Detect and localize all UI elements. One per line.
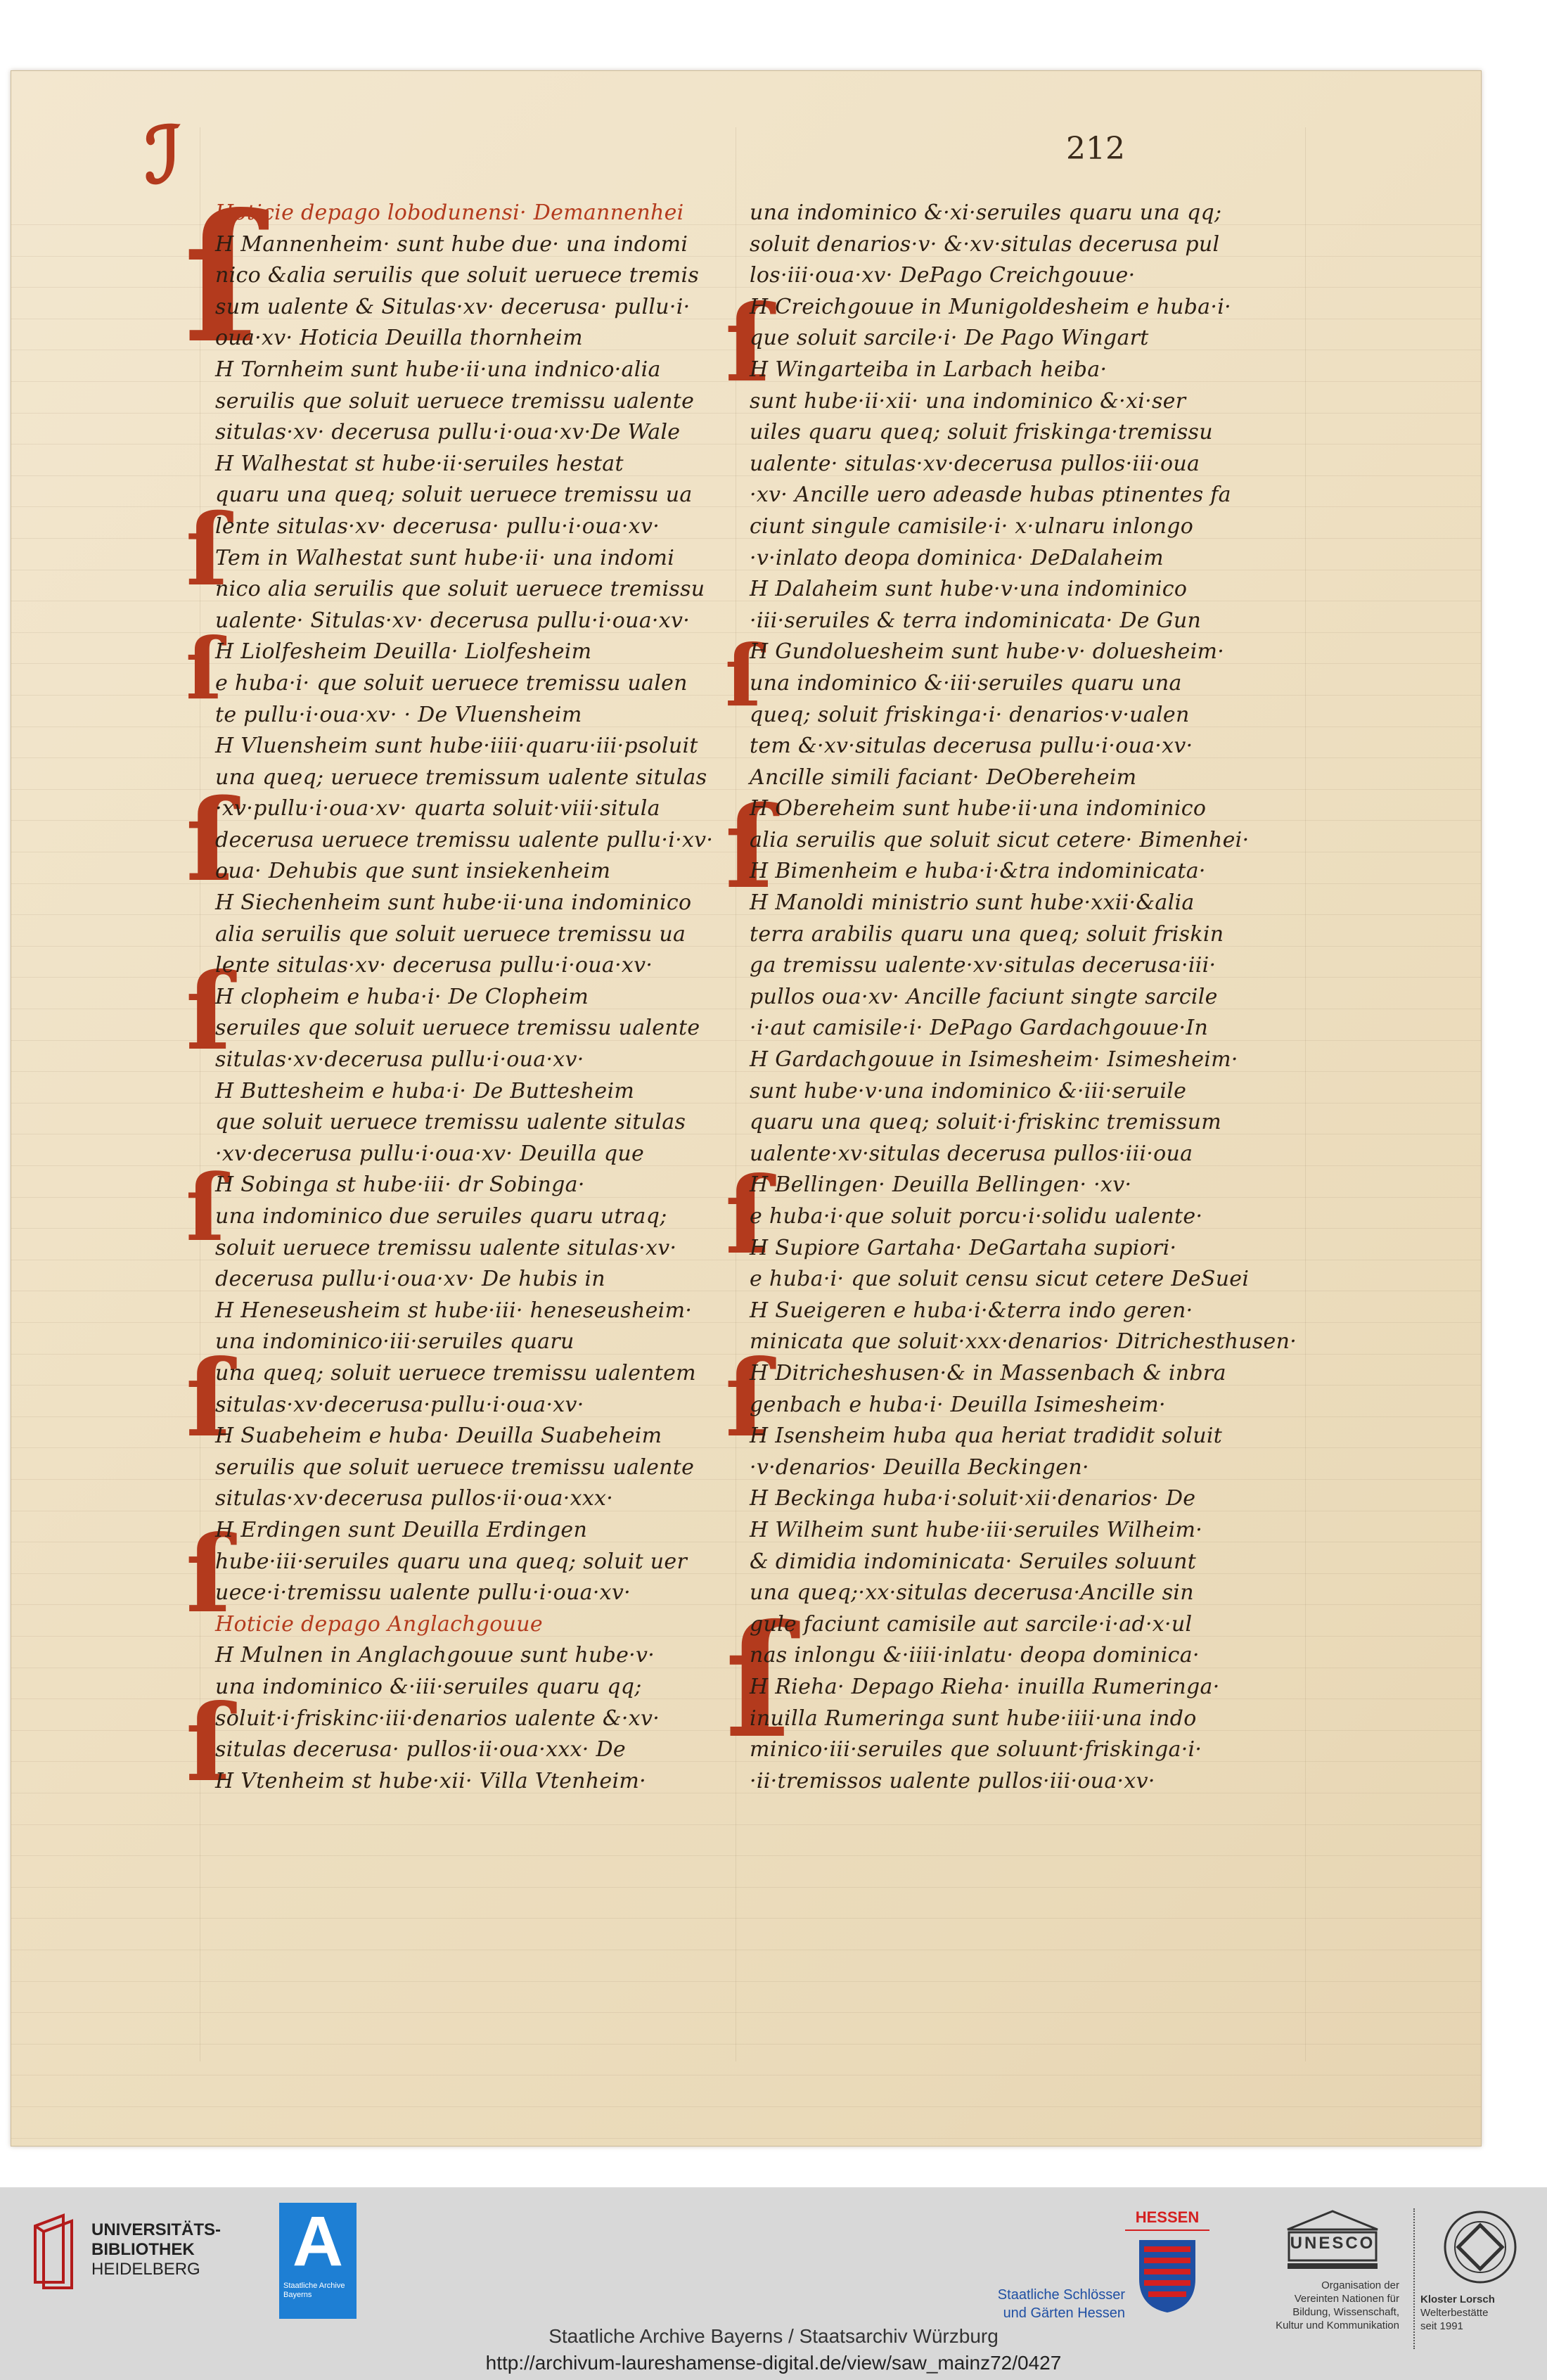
manuscript-page (11, 70, 1482, 2147)
initial-i-right-2: ſ (725, 627, 762, 726)
right-column-line: soluit denarios·v· &·xv·situlas decerusa pul (750, 231, 1220, 257)
left-column-line: decerusa ueruece tremissu ualente pullu·i·xv· (215, 827, 714, 852)
right-column-line: H Beckinga huba·i·soluit·xii·denarios· De (750, 1486, 1196, 1511)
initial-i-left-4: ſ (186, 950, 231, 1074)
left-column-line: situlas decerusa· pullos·ii·oua·xxx· De (215, 1737, 626, 1762)
initial-i-left-6: ſ (186, 1337, 231, 1461)
right-column-line: alia seruilis que soluit sicut cetere· Bimenhei· (750, 827, 1250, 852)
left-column-line: quaru una queq; soluit ueruece tremissu ua (215, 482, 693, 508)
left-column-line: nico &alia seruilis que soluit ueruece tremis (215, 263, 700, 288)
archive-bayerns-logo[interactable] (279, 2203, 357, 2319)
right-column-line: quaru una queq; soluit·i·friskinc tremissum (750, 1110, 1222, 1135)
left-column-line: oua· Dehubis que sunt insiekenheim (215, 859, 611, 884)
hessen-rule (1125, 2229, 1209, 2231)
left-column-line: seruiles que soluit ueruece tremissu ualente (215, 1016, 700, 1041)
right-column-line: e huba·i· que soluit censu sicut cetere DeSuei (750, 1267, 1250, 1292)
archive-logo-caption: Staatliche Archive Bayerns (283, 2282, 345, 2299)
left-column-line: Hoticie depago Anglachgouue (215, 1611, 543, 1637)
initial-n-left-8: ſ (186, 1682, 231, 1805)
text-column-left (215, 198, 718, 1797)
left-column-line: lente situlas·xv· decerusa pullu·i·oua·xv· (215, 953, 653, 978)
initial-i-left-3: ſ (186, 774, 234, 907)
left-column-line: soluit ueruece tremissu ualente situlas·xv· (215, 1235, 677, 1260)
left-column-line: hube·iii·seruiles quaru una queq; soluit uer (215, 1549, 688, 1574)
unesco-caption-3: Bildung, Wissenschaft, (1292, 2306, 1399, 2318)
decorated-initial-top: ℐ (145, 110, 181, 200)
right-column-line: gule faciunt camisile aut sarcile·i·ad·x·ul (750, 1611, 1193, 1637)
left-column-line: H Mulnen in Anglachgouue sunt hube·v· (215, 1643, 655, 1668)
left-column-line: lente situlas·xv· decerusa· pullu·i·oua·xv· (215, 513, 660, 539)
folio-number: 212 (1066, 131, 1125, 167)
left-column-line: ·xv·decerusa pullu·i·oua·xv· Deuilla que (215, 1141, 644, 1166)
ub-heidelberg-logo[interactable] (28, 2212, 239, 2289)
left-column-line: uece·i·tremissu ualente pullu·i·oua·xv· (215, 1580, 631, 1606)
ruling-line (11, 1981, 1481, 1982)
lorsch-caption-3: seit 1991 (1420, 2320, 1463, 2332)
ruling-line (11, 2106, 1481, 2107)
right-column-line: H Wingarteiba in Larbach heiba· (750, 357, 1108, 382)
initial-i-left-5: ſ (186, 1154, 225, 1262)
left-column-line: H Buttesheim e huba·i· De Buttesheim (215, 1078, 635, 1103)
left-column-line: H Liolfesheim Deuilla· Liolfesheim (215, 639, 592, 665)
left-column-line: una indominico due seruiles quaru utraq; (215, 1204, 667, 1229)
initial-i-right-1: ſ (725, 282, 771, 406)
ruling-line (11, 2044, 1481, 2045)
left-column-line: te pullu·i·oua·xv· · De Vluensheim (215, 702, 582, 727)
left-column-line: soluit·i·friskinc·iii·denarios ualente &·xv· (215, 1706, 660, 1731)
left-column-line: e huba·i· que soluit ueruece tremissu ualen (215, 670, 688, 696)
right-column-line: H Gardachgouue in Isimesheim· Isimesheim· (750, 1047, 1238, 1073)
right-column-line: e huba·i·que soluit porcu·i·solidu ualente· (750, 1204, 1203, 1229)
right-column-line: ·ii·tremissos ualente pullos·iii·oua·xv· (750, 1768, 1155, 1793)
right-column-line: ga tremissu ualente·xv·situlas decerusa·iii· (750, 953, 1217, 978)
right-column-line: minico·iii·seruiles que soluunt·friskinga·i· (750, 1737, 1202, 1762)
ub-logo-line-1: UNIVERSITÄTS- (91, 2220, 222, 2239)
left-column-line: sum ualente & Situlas·xv· decerusa· pullu·i· (215, 294, 691, 319)
lorsch-caption-1: Kloster Lorsch (1420, 2293, 1495, 2305)
right-column-line: terra arabilis quaru una queq; soluit friskin (750, 921, 1224, 947)
right-column-line: pullos oua·xv· Ancille faciunt singte sarcile (750, 984, 1218, 1009)
ub-logo-line-3: HEIDELBERG (91, 2260, 200, 2279)
right-column-line: H Gundoluesheim sunt hube·v· doluesheim· (750, 639, 1225, 665)
initial-i-right-3: ſ (725, 781, 774, 914)
ruling-line (11, 1887, 1481, 1888)
left-column-line: seruilis que soluit ueruece tremissu ualente (215, 1454, 695, 1480)
right-column-line: H Isensheim huba qua heriat tradidit soluit (750, 1423, 1223, 1449)
right-column-line: ·xv· Ancille uero adeasde hubas ptinentes fa (750, 482, 1231, 508)
right-column-line: ualente·xv·situlas decerusa pullos·iii·oua (750, 1141, 1193, 1166)
right-column-line: & dimidia indominicata· Seruiles soluunt (750, 1549, 1197, 1574)
right-column-line: ciunt singule camisile·i· x·ulnaru inlongo (750, 513, 1194, 539)
initial-i-right-6: ſ (725, 1590, 792, 1772)
right-column-line: H Manoldi ministrio sunt hube·xxii·&alia (750, 890, 1195, 916)
right-column-line: H Ditricheshusen·& in Massenbach & inbra (750, 1360, 1226, 1386)
left-column-line: situlas·xv·decerusa·pullu·i·oua·xv· (215, 1392, 584, 1417)
world-heritage-emblem-icon (1442, 2208, 1519, 2286)
left-column-line: H Suabeheim e huba· Deuilla Suabeheim (215, 1423, 662, 1449)
right-column-line: que soluit sarcile·i· De Pago Wingart (750, 326, 1149, 351)
margin-rule-right (1305, 127, 1306, 2061)
initial-i-right-4: ſ (725, 1154, 771, 1278)
right-column-line: uiles quaru queq; soluit friskinga·tremissu (750, 420, 1213, 445)
left-column-line: H Tornheim sunt hube·ii·una indnico·alia (215, 357, 661, 382)
right-column-line: H Bimenheim e huba·i·&tra indominicata· (750, 859, 1206, 884)
right-column-line: sunt hube·v·una indominico &·iii·seruile (750, 1078, 1187, 1103)
right-column-line: ·v·denarios· Deuilla Beckingen· (750, 1454, 1089, 1480)
lorsch-caption-2: Welterbestätte (1420, 2307, 1489, 2319)
unesco-caption-2: Vereinten Nationen für (1294, 2293, 1399, 2305)
right-column-line: H Wilheim sunt hube·iii·seruiles Wilheim· (750, 1517, 1203, 1542)
ruling-line (11, 2138, 1481, 2139)
right-column-line: H Rieha· Depago Rieha· inuilla Rumeringa· (750, 1674, 1220, 1699)
permalink-url[interactable]: http://archivum-laureshamense-digital.de/view/saw_mainz72/0427 (485, 2352, 1062, 2374)
left-column-line: H Walhestat st hube·ii·seruiles hestat (215, 451, 624, 476)
left-column-line: H Vtenheim st hube·xii· Villa Vtenheim· (215, 1768, 646, 1793)
left-column-line: H Mannenheim· sunt hube due· una indomi (215, 231, 688, 257)
right-column-line: una queq;·xx·situlas decerusa·Ancille sin (750, 1580, 1194, 1606)
left-column-line: H Sobinga st hube·iii· dr Sobinga· (215, 1172, 585, 1198)
left-column-line: situlas·xv·decerusa pullos·ii·oua·xxx· (215, 1486, 614, 1511)
right-column-line: nas inlongu &·iiii·inlatu· deopa dominica· (750, 1643, 1200, 1668)
left-column-line: ·xv·pullu·i·oua·xv· quarta soluit·viii·situla (215, 796, 660, 821)
left-column-line: H clopheim e huba·i· De Clopheim (215, 984, 589, 1009)
schloesser-line-1: Staatliche Schlösser (997, 2287, 1125, 2303)
right-column-line: ·iii·seruiles & terra indominicata· De Gun (750, 608, 1202, 633)
right-column-line: genbach e huba·i· Deuilla Isimesheim· (750, 1392, 1166, 1417)
left-column-line: decerusa pullu·i·oua·xv· De hubis in (215, 1267, 605, 1292)
hessen-coat-of-arms-icon (1136, 2237, 1199, 2314)
left-column-line: alia seruilis que soluit ueruece tremissu ua (215, 921, 686, 947)
left-column-line: H Siechenheim sunt hube·ii·una indominico (215, 890, 692, 916)
ruling-line (11, 1855, 1481, 1856)
hessen-label: HESSEN (1135, 2208, 1200, 2226)
right-column-line: H Supiore Gartaha· DeGartaha supiori· (750, 1235, 1177, 1260)
left-column-line: que soluit ueruece tremissu ualente situlas (215, 1110, 686, 1135)
right-column-line: inuilla Rumeringa sunt hube·iiii·una indo (750, 1706, 1197, 1731)
unesco-caption-1: Organisation der (1321, 2279, 1399, 2291)
right-column-line: sunt hube·ii·xii· una indominico &·xi·ser (750, 388, 1186, 414)
archive-logo-letter: A (292, 2202, 344, 2281)
left-column-line: situlas·xv· decerusa pullu·i·oua·xv·De Wale (215, 420, 681, 445)
left-column-line: seruilis que soluit ueruece tremissu ualente (215, 388, 695, 414)
left-column-line: una queq; soluit ueruece tremissu ualentem (215, 1360, 696, 1386)
right-column-line: tem &·xv·situlas decerusa pullu·i·oua·xv· (750, 734, 1193, 759)
right-column-line: H Sueigeren e huba·i·&terra indo geren· (750, 1298, 1193, 1323)
left-column-line: Hoticie depago lobodunensi· Demannenhei (215, 200, 684, 225)
right-column-line: ·i·aut camisile·i· DePago Gardachgouue·In (750, 1016, 1209, 1041)
left-column-line: una indominico·iii·seruiles quaru (215, 1329, 574, 1355)
ub-logo-line-2: BIBLIOTHEK (91, 2240, 195, 2259)
right-column-line: H Obereheim sunt hube·ii·una indominico (750, 796, 1207, 821)
right-column-line: una indominico &·iii·seruiles quaru una (750, 670, 1182, 696)
left-column-line: H Vluensheim sunt hube·iiii·quaru·iii·psoluit (215, 734, 698, 759)
left-column-line: situlas·xv·decerusa pullu·i·oua·xv· (215, 1047, 584, 1073)
right-column-line: H Bellingen· Deuilla Bellingen· ·xv· (750, 1172, 1132, 1198)
credit-line: Staatliche Archive Bayerns / Staatsarchiv Würzburg (548, 2325, 999, 2347)
ub-heidelberg-emblem-icon (28, 2212, 84, 2289)
right-column-line: H Dalaheim sunt hube·v·una indominico (750, 577, 1188, 602)
unesco-wordmark: UNESCO (1290, 2234, 1375, 2253)
initial-i-left-1: ſ (186, 493, 229, 608)
initial-n-left: ſ (184, 175, 259, 382)
right-column-line: ualente· situlas·xv·decerusa pullos·iii·oua (750, 451, 1200, 476)
right-column-line: H Creichgouue in Munigoldesheim e huba·i· (750, 294, 1231, 319)
initial-i-right-5: ſ (725, 1337, 771, 1461)
text-column-right (750, 198, 1297, 1797)
left-column-line: una queq; ueruece tremissum ualente situlas (215, 764, 707, 790)
left-column-line: Tem in Walhestat sunt hube·ii· una indomi (215, 545, 675, 570)
right-column-line: ·v·inlato deopa dominica· DeDalaheim (750, 545, 1164, 570)
ruling-line (11, 2012, 1481, 2013)
left-column-line: ualente· Situlas·xv· decerusa pullu·i·oua·xv· (215, 608, 691, 633)
left-column-line: H Heneseusheim st hube·iii· heneseusheim· (215, 1298, 693, 1323)
footer-bar (0, 2187, 1547, 2380)
initial-i-left-7: ſ (186, 1513, 231, 1637)
left-column-line: oua·xv· Hoticia Deuilla thornheim (215, 326, 583, 351)
left-column-line: una indominico &·iii·seruiles quaru qq; (215, 1674, 642, 1699)
hessen-schloesser-logo[interactable] (981, 2208, 1220, 2335)
ruling-line (11, 1918, 1481, 1919)
unesco-caption-4: Kultur und Kommunikation (1276, 2320, 1399, 2331)
right-column-line: los·iii·oua·xv· DePago Creichgouue· (750, 263, 1136, 288)
left-column-line: nico alia seruilis que soluit ueruece tremissu (215, 577, 705, 602)
right-column-line: una indominico &·xi·seruiles quaru una qq; (750, 200, 1222, 225)
right-column-line: queq; soluit friskinga·i· denarios·v·ualen (750, 702, 1190, 727)
right-column-line: Ancille simili faciant· DeObereheim (750, 764, 1137, 790)
ruling-line (11, 1824, 1481, 1825)
right-column-line: minicata que soluit·xxx·denarios· Ditrichesthusen· (750, 1329, 1297, 1355)
initial-i-left-2: ſ (186, 620, 222, 719)
left-column-line: H Erdingen sunt Deuilla Erdingen (215, 1517, 588, 1542)
schloesser-line-2: und Gärten Hessen (1003, 2305, 1125, 2321)
